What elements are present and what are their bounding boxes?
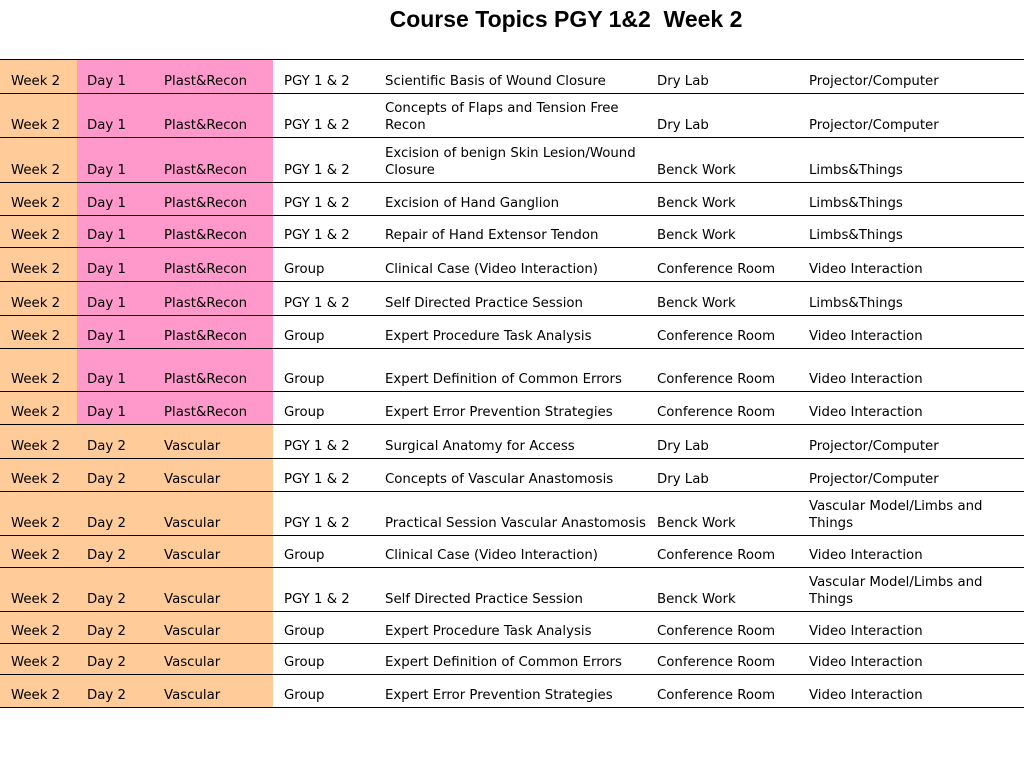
topic-cell: Self Directed Practice Session (375, 568, 655, 612)
level-cell: Group (273, 248, 375, 282)
topic-cell: Surgical Anatomy for Access (375, 425, 655, 459)
level-cell: PGY 1 & 2 (273, 183, 375, 216)
topic-cell: Self Directed Practice Session (375, 282, 655, 316)
day-cell: Day 1 (77, 316, 154, 349)
location-cell: Benck Work (655, 568, 807, 612)
location-cell: Conference Room (655, 612, 807, 644)
resource-cell: Limbs&Things (807, 282, 1024, 316)
day-cell: Day 2 (77, 612, 154, 644)
specialty-cell: Vascular (154, 425, 273, 459)
specialty-cell: Vascular (154, 492, 273, 536)
day-cell: Day 1 (77, 60, 154, 94)
specialty-cell: Vascular (154, 612, 273, 644)
table-row (0, 568, 1024, 612)
day-cell: Day 1 (77, 392, 154, 425)
location-cell: Benck Work (655, 216, 807, 248)
day-cell: Day 2 (77, 536, 154, 568)
specialty-cell: Plast&Recon (154, 316, 273, 349)
week-cell: Week 2 (0, 392, 77, 425)
topic-cell: Expert Procedure Task Analysis (375, 612, 655, 644)
table-body (0, 60, 1024, 708)
level-cell: PGY 1 & 2 (273, 459, 375, 492)
day-cell: Day 1 (77, 216, 154, 248)
location-cell: Dry Lab (655, 425, 807, 459)
day-cell: Day 2 (77, 492, 154, 536)
resource-cell: Limbs&Things (807, 216, 1024, 248)
specialty-cell: Vascular (154, 568, 273, 612)
week-cell: Week 2 (0, 675, 77, 708)
table-row (0, 316, 1024, 349)
resource-cell: Projector/Computer (807, 94, 1024, 138)
location-cell: Conference Room (655, 644, 807, 675)
level-cell: PGY 1 & 2 (273, 282, 375, 316)
specialty-cell: Plast&Recon (154, 349, 273, 392)
topic-cell: Expert Definition of Common Errors (375, 644, 655, 675)
location-cell: Dry Lab (655, 459, 807, 492)
topic-cell: Scientific Basis of Wound Closure (375, 60, 655, 94)
week-cell: Week 2 (0, 282, 77, 316)
specialty-cell: Vascular (154, 675, 273, 708)
day-cell: Day 2 (77, 425, 154, 459)
table-row (0, 248, 1024, 282)
specialty-cell: Plast&Recon (154, 216, 273, 248)
topic-cell: Excision of Hand Ganglion (375, 183, 655, 216)
topic-cell: Clinical Case (Video Interaction) (375, 248, 655, 282)
course-topics-table (0, 59, 1024, 708)
specialty-cell: Plast&Recon (154, 94, 273, 138)
level-cell: Group (273, 536, 375, 568)
week-cell: Week 2 (0, 94, 77, 138)
page-title: Course Topics PGY 1&2 Week 2 (389, 6, 743, 32)
topic-cell: Clinical Case (Video Interaction) (375, 536, 655, 568)
location-cell: Conference Room (655, 316, 807, 349)
level-cell: PGY 1 & 2 (273, 492, 375, 536)
topic-cell: Concepts of Flaps and Tension Free Recon (375, 94, 655, 138)
day-cell: Day 1 (77, 282, 154, 316)
week-cell: Week 2 (0, 536, 77, 568)
table-row (0, 644, 1024, 675)
table-row (0, 612, 1024, 644)
topic-cell: Expert Error Prevention Strategies (375, 392, 655, 425)
week-cell: Week 2 (0, 248, 77, 282)
week-cell: Week 2 (0, 138, 77, 183)
day-cell: Day 1 (77, 183, 154, 216)
resource-cell: Video Interaction (807, 536, 1024, 568)
resource-cell: Projector/Computer (807, 425, 1024, 459)
day-cell: Day 2 (77, 459, 154, 492)
day-cell: Day 1 (77, 248, 154, 282)
location-cell: Benck Work (655, 183, 807, 216)
week-cell: Week 2 (0, 316, 77, 349)
specialty-cell: Plast&Recon (154, 282, 273, 316)
topic-cell: Expert Error Prevention Strategies (375, 675, 655, 708)
topic-cell: Expert Definition of Common Errors (375, 349, 655, 392)
specialty-cell: Plast&Recon (154, 183, 273, 216)
table-row (0, 216, 1024, 248)
week-cell: Week 2 (0, 425, 77, 459)
table-row (0, 392, 1024, 425)
table-row (0, 349, 1024, 392)
resource-cell: Limbs&Things (807, 138, 1024, 183)
resource-cell: Video Interaction (807, 644, 1024, 675)
resource-cell: Video Interaction (807, 248, 1024, 282)
level-cell: Group (273, 644, 375, 675)
specialty-cell: Plast&Recon (154, 392, 273, 425)
level-cell: PGY 1 & 2 (273, 216, 375, 248)
day-cell: Day 1 (77, 349, 154, 392)
specialty-cell: Vascular (154, 459, 273, 492)
day-cell: Day 2 (77, 644, 154, 675)
level-cell: Group (273, 316, 375, 349)
week-cell: Week 2 (0, 612, 77, 644)
table-row (0, 138, 1024, 183)
location-cell: Benck Work (655, 138, 807, 183)
specialty-cell: Plast&Recon (154, 138, 273, 183)
resource-cell: Limbs&Things (807, 183, 1024, 216)
resource-cell: Video Interaction (807, 349, 1024, 392)
day-cell: Day 1 (77, 138, 154, 183)
week-cell: Week 2 (0, 568, 77, 612)
level-cell: PGY 1 & 2 (273, 425, 375, 459)
location-cell: Benck Work (655, 492, 807, 536)
week-cell: Week 2 (0, 349, 77, 392)
table-row (0, 675, 1024, 708)
specialty-cell: Plast&Recon (154, 248, 273, 282)
topic-cell: Repair of Hand Extensor Tendon (375, 216, 655, 248)
table-row (0, 60, 1024, 94)
day-cell: Day 1 (77, 94, 154, 138)
topic-cell: Expert Procedure Task Analysis (375, 316, 655, 349)
location-cell: Conference Room (655, 536, 807, 568)
resource-cell: Video Interaction (807, 316, 1024, 349)
week-cell: Week 2 (0, 459, 77, 492)
week-cell: Week 2 (0, 492, 77, 536)
week-cell: Week 2 (0, 216, 77, 248)
table-row (0, 183, 1024, 216)
table-row (0, 536, 1024, 568)
location-cell: Conference Room (655, 675, 807, 708)
resource-cell: Video Interaction (807, 675, 1024, 708)
day-cell: Day 2 (77, 568, 154, 612)
table-row (0, 492, 1024, 536)
level-cell: Group (273, 392, 375, 425)
table-row (0, 425, 1024, 459)
table-row (0, 94, 1024, 138)
table-row (0, 282, 1024, 316)
resource-cell: Video Interaction (807, 392, 1024, 425)
location-cell: Conference Room (655, 248, 807, 282)
level-cell: Group (273, 675, 375, 708)
specialty-cell: Vascular (154, 644, 273, 675)
week-cell: Week 2 (0, 183, 77, 216)
location-cell: Dry Lab (655, 94, 807, 138)
table-row (0, 459, 1024, 492)
resource-cell: Vascular Model/Limbs and Things (807, 492, 1024, 536)
level-cell: Group (273, 612, 375, 644)
topic-cell: Concepts of Vascular Anastomosis (375, 459, 655, 492)
location-cell: Dry Lab (655, 60, 807, 94)
location-cell: Conference Room (655, 392, 807, 425)
topic-cell: Practical Session Vascular Anastomosis (375, 492, 655, 536)
resource-cell: Video Interaction (807, 612, 1024, 644)
resource-cell: Projector/Computer (807, 459, 1024, 492)
level-cell: PGY 1 & 2 (273, 94, 375, 138)
location-cell: Benck Work (655, 282, 807, 316)
specialty-cell: Plast&Recon (154, 60, 273, 94)
level-cell: Group (273, 349, 375, 392)
location-cell: Conference Room (655, 349, 807, 392)
week-cell: Week 2 (0, 60, 77, 94)
level-cell: PGY 1 & 2 (273, 60, 375, 94)
day-cell: Day 2 (77, 675, 154, 708)
resource-cell: Vascular Model/Limbs and Things (807, 568, 1024, 612)
topic-cell: Excision of benign Skin Lesion/Wound Closure (375, 138, 655, 183)
level-cell: PGY 1 & 2 (273, 568, 375, 612)
resource-cell: Projector/Computer (807, 60, 1024, 94)
week-cell: Week 2 (0, 644, 77, 675)
level-cell: PGY 1 & 2 (273, 138, 375, 183)
specialty-cell: Vascular (154, 536, 273, 568)
